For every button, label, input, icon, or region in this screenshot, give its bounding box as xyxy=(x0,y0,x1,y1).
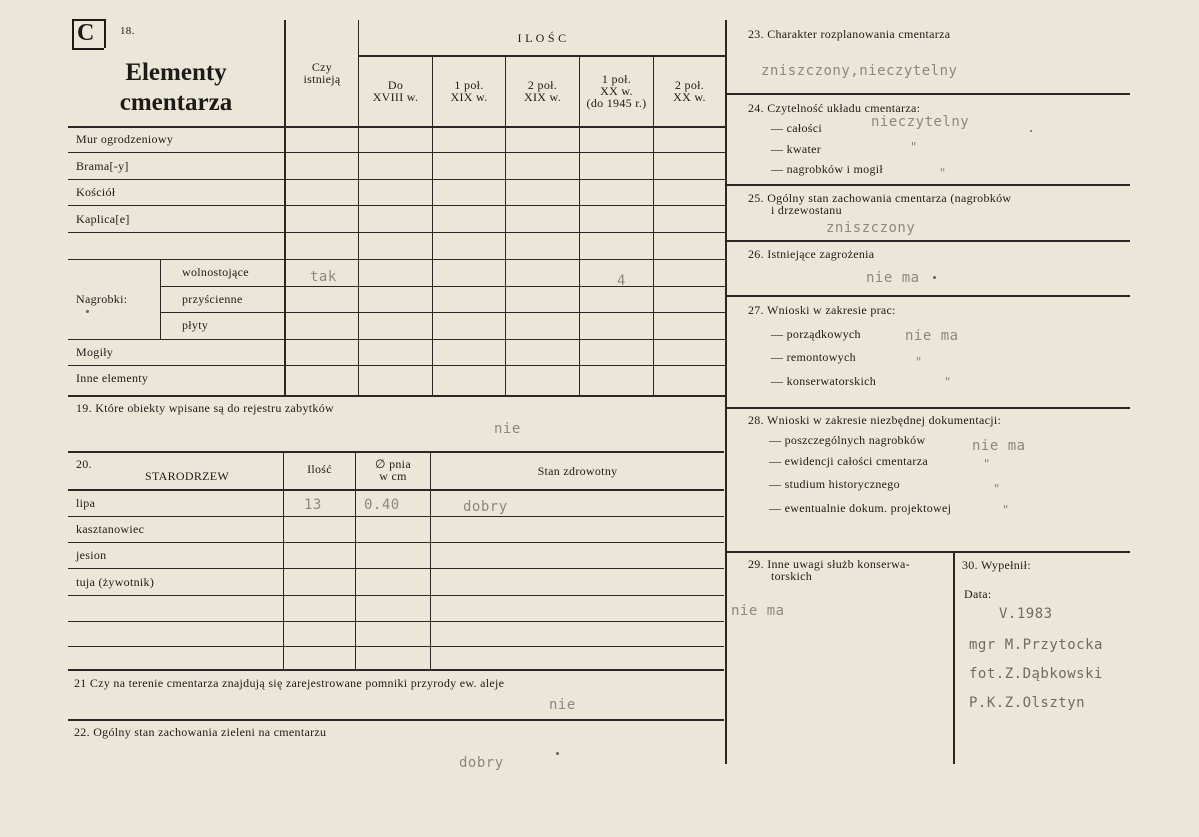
section-25-value: zniszczony xyxy=(826,220,916,236)
section-24-label: 24. Czytelność układu cmentarza: xyxy=(748,101,921,115)
rule xyxy=(68,489,724,491)
rule xyxy=(726,240,1130,242)
value-1pol-xx: 4 xyxy=(617,273,626,289)
col-czy-istnieja: Czy istnieją xyxy=(303,60,341,86)
rule xyxy=(725,396,727,764)
s24-value-1: nieczytelny xyxy=(871,114,970,130)
section-letter-divider xyxy=(104,19,106,48)
rule xyxy=(68,516,724,517)
col-ilosc: Ilość xyxy=(307,462,332,476)
rule xyxy=(68,568,724,569)
section-30-label: 30. Wypełnił: xyxy=(962,558,1031,572)
col-ilosc-header: I L O Ś C xyxy=(517,31,567,45)
rule xyxy=(160,260,161,340)
tree-row-2: kasztanowiec xyxy=(76,522,145,536)
rule xyxy=(68,451,724,453)
section-23-value: zniszczony,nieczytelny xyxy=(761,63,958,79)
rule xyxy=(68,621,724,622)
paper-speck xyxy=(86,310,89,313)
tree-1-pnia: 0.40 xyxy=(364,497,400,513)
rule xyxy=(68,259,726,260)
row-wolnostojace: wolnostojące xyxy=(182,265,249,279)
paper-speck xyxy=(1030,130,1032,132)
col-period-4: 1 poł. XX w. (do 1945 r.) xyxy=(586,72,647,110)
s24-value-2: " xyxy=(910,140,918,154)
rule xyxy=(68,232,726,233)
row-przyscienne: przyścienne xyxy=(182,292,243,306)
s27-item-1: — porządkowych xyxy=(771,327,861,341)
rule xyxy=(68,339,726,340)
section-22-label: 22. Ogólny stan zachowania zieleni na cmentarzu xyxy=(74,725,327,739)
title-line-2: cmentarza xyxy=(119,89,233,116)
s28-item-2: — ewidencji całości cmentarza xyxy=(769,454,928,468)
section-29-label-2: torskich xyxy=(771,569,813,583)
section-26-value: nie ma xyxy=(866,270,920,286)
rule xyxy=(68,542,724,543)
col-period-1: Do XVIII w. xyxy=(372,78,419,104)
s27-value-1: nie ma xyxy=(905,328,959,344)
row-mur: Mur ogrodzeniowy xyxy=(76,132,174,146)
rule xyxy=(68,179,726,180)
section-28-label: 28. Wnioski w zakresie niezbędnej dokumentacji: xyxy=(748,413,1002,427)
row-plyty: płyty xyxy=(182,318,209,332)
rule xyxy=(68,205,726,206)
tree-1-ilosc: 13 xyxy=(304,497,322,513)
s28-value-1: nie ma xyxy=(972,438,1026,454)
rule xyxy=(358,55,726,57)
s27-item-2: — remontowych xyxy=(771,350,856,364)
filled-by-line-1: mgr M.Przytocka xyxy=(969,637,1103,653)
rule xyxy=(355,452,356,669)
col-stan: Stan zdrowotny xyxy=(537,464,618,478)
section-25-label-2: i drzewostanu xyxy=(771,203,842,217)
rule xyxy=(430,452,431,669)
section-29-value: nie ma xyxy=(731,603,785,619)
section-number-18: 18. xyxy=(120,25,135,37)
section-20-number: 20. xyxy=(76,457,92,471)
rule xyxy=(68,669,724,671)
section-letter: C xyxy=(77,20,95,46)
s24-value-3: " xyxy=(939,166,947,180)
page-title xyxy=(106,58,246,118)
tree-row-4: tuja (żywotnik) xyxy=(76,575,155,589)
s27-item-3: — konserwatorskich xyxy=(771,374,877,388)
s28-item-3: — studium historycznego xyxy=(769,477,900,491)
rule xyxy=(726,407,1130,409)
s24-item-2: — kwater xyxy=(771,142,822,156)
s28-value-3: " xyxy=(993,482,1001,496)
section-20-title: STARODRZEW xyxy=(145,469,230,483)
s28-item-4: — ewentualnie dokum. projektowej xyxy=(769,501,952,515)
row-brama: Brama[-y] xyxy=(76,159,129,173)
section-letter-box xyxy=(72,19,104,50)
row-inne: Inne elementy xyxy=(76,371,149,385)
section-26-label: 26. Istniejące zagrożenia xyxy=(748,247,875,261)
rule xyxy=(726,551,1130,553)
section-19-label: 19. Które obiekty wpisane są do rejestru zabytków xyxy=(76,401,334,415)
rule xyxy=(432,56,433,396)
section-30-date: V.1983 xyxy=(999,606,1053,622)
paper-speck xyxy=(933,276,936,279)
s27-value-3: " xyxy=(944,375,952,389)
row-kaplica: Kaplica[e] xyxy=(76,212,130,226)
section-21-value: nie xyxy=(549,697,576,713)
row-nagrobki: Nagrobki: xyxy=(76,292,128,306)
s28-value-2: " xyxy=(983,457,991,471)
rule xyxy=(68,395,726,397)
rule xyxy=(726,295,1130,297)
rule xyxy=(68,126,726,128)
rule xyxy=(68,719,724,721)
rule xyxy=(953,552,955,764)
rule xyxy=(283,452,284,669)
s27-value-2: " xyxy=(915,355,923,369)
rule xyxy=(505,56,506,396)
section-21-label: 21 Czy na terenie cmentarza znajdują się zarejestrowane pomniki przyrody ew. aleje xyxy=(74,676,505,690)
rule xyxy=(68,152,726,153)
title-line-1: Elementy xyxy=(125,59,227,86)
row-mogily: Mogiły xyxy=(76,345,114,359)
rule xyxy=(68,595,724,596)
section-25-label-1: 25. Ogólny stan zachowania cmentarza (nagrobków xyxy=(748,191,1012,205)
tree-1-stan: dobry xyxy=(463,499,508,515)
filled-by-line-2: fot.Z.Dąbkowski xyxy=(969,666,1103,682)
col-pnia: ∅ pnia w cm xyxy=(375,457,411,483)
rule xyxy=(160,312,726,313)
paper-speck xyxy=(556,752,559,755)
section-23-label: 23. Charakter rozplanowania cmentarza xyxy=(748,27,951,41)
filled-by-line-3: P.K.Z.Olsztyn xyxy=(969,695,1086,711)
col-period-2: 1 poł. XIX w. xyxy=(450,78,488,104)
rule xyxy=(653,56,654,396)
rule xyxy=(68,646,724,647)
rule xyxy=(726,93,1130,95)
rule xyxy=(726,184,1130,186)
section-27-label: 27. Wnioski w zakresie prac: xyxy=(748,303,896,317)
section-19-value: nie xyxy=(494,421,521,437)
rule xyxy=(68,365,726,366)
s28-item-1: — poszczególnych nagrobków xyxy=(769,433,926,447)
tree-row-3: jesion xyxy=(76,548,107,562)
s24-item-3: — nagrobków i mogił xyxy=(771,162,884,176)
s24-item-1: — całości xyxy=(771,121,823,135)
section-30-data-label: Data: xyxy=(964,587,992,601)
section-29-label-1: 29. Inne uwagi służb konserwa- xyxy=(748,557,910,571)
row-kosciol: Kościół xyxy=(76,185,116,199)
col-period-3: 2 poł. XIX w. xyxy=(523,78,561,104)
tree-row-1: lipa xyxy=(76,496,96,510)
s28-value-4: " xyxy=(1002,503,1010,517)
col-period-5: 2 poł. XX w. xyxy=(673,78,706,104)
section-22-value: dobry xyxy=(459,755,504,771)
value-czy-istnieja: tak xyxy=(310,269,337,285)
rule xyxy=(160,286,726,287)
